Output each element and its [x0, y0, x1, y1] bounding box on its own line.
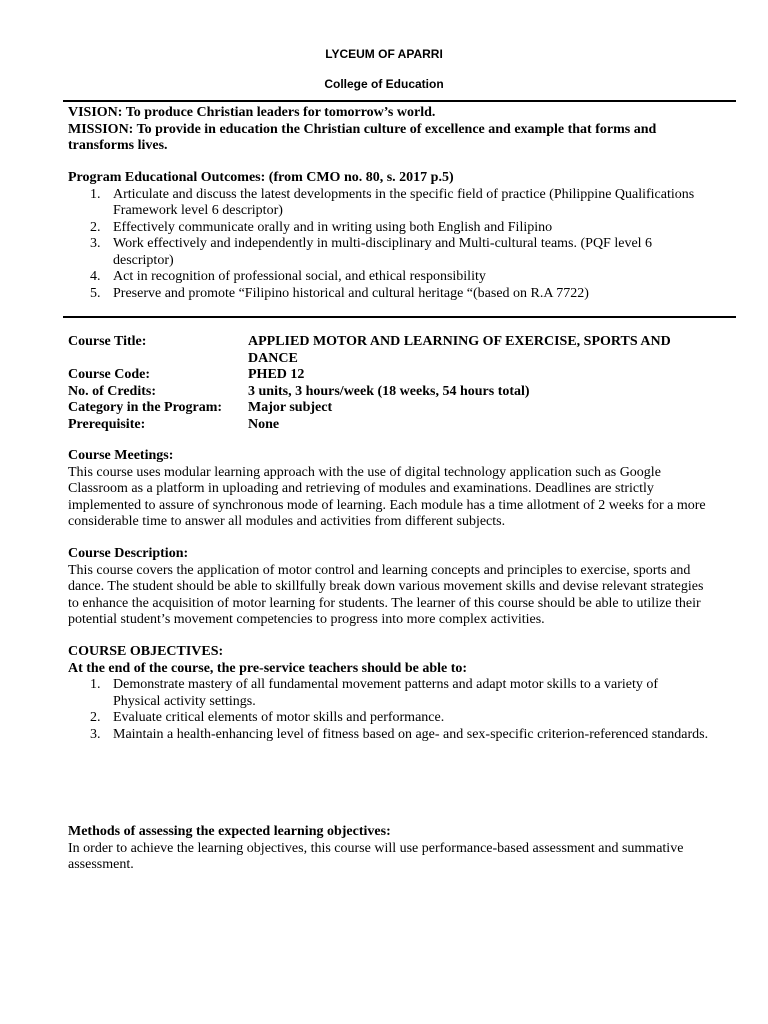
category-row: Category in the Program: Major subject	[68, 400, 333, 415]
meetings-text: This course uses modular learning approach with the use of digital technology application such as Google Classroom as a platform in uploading and retrieving of modules and examinations. Deadlines are strictly implemented to assure of synchronous mode of learning. Each module has a time allotment of 2 weeks for a more considerable time to answer all modules and activities from different subjects.	[68, 464, 706, 529]
description-section	[68, 546, 708, 629]
list-item: 2. Effectively communicate orally and in writing using both English and Filipino	[90, 219, 553, 235]
outcomes-list	[68, 187, 708, 303]
objectives-intro: At the end of the course, the pre-service teachers should be able to:	[68, 660, 468, 676]
meetings-heading: Course Meetings:	[68, 448, 174, 463]
objectives-heading: COURSE OBJECTIVES:	[68, 644, 224, 659]
credits-row: No. of Credits: 3 units, 3 hours/week (18 weeks, 54 hours total)	[68, 383, 530, 399]
mission-statement: MISSION: To provide in education the Christian culture of excellence and example that forms and transforms lives.	[68, 121, 657, 153]
list-item: 1. Articulate and discuss the latest developments in the specific field of practice (Philippine Qualifications Framework level 6 descriptor)	[90, 186, 695, 218]
methods-section	[68, 824, 708, 874]
middle-divider	[63, 316, 736, 318]
list-item: 3. Work effectively and independently in multi-disciplinary and Multi-cultural teams. (PQF level 6 descriptor)	[90, 236, 653, 268]
objectives-section	[68, 644, 708, 743]
college-name: College of Education	[324, 77, 444, 91]
course-info	[68, 334, 708, 433]
course-title-row: Course Title: APPLIED MOTOR AND LEARNING OF EXERCISE, SPORTS AND DANCE	[68, 334, 671, 366]
methods-heading: Methods of assessing the expected learning objectives:	[68, 824, 391, 839]
course-code-row: Course Code: PHED 12	[68, 367, 305, 382]
objectives-list	[68, 677, 708, 743]
list-item: 1. Demonstrate mastery of all fundamental movement patterns and adapt motor skills to a variety of Physical activity settings.	[90, 677, 659, 709]
list-item: 2. Evaluate critical elements of motor skills and performance.	[90, 710, 445, 725]
description-heading: Course Description:	[68, 546, 189, 561]
list-item: 5. Preserve and promote “Filipino historical and cultural heritage “(based on R.A 7722)	[90, 285, 589, 301]
school-name: LYCEUM OF APARRI	[325, 47, 443, 61]
description-text: This course covers the application of motor control and learning concepts and principles to exercise, sports and dance. The student should be able to skillfully break down various movement skills and devise relevant strategies to enhance the acquisition of motor learning for students. The learner of this course should be able to utilize their potential student’s movement competencies to progress into more complex activities.	[68, 562, 704, 627]
meetings-section	[68, 448, 708, 531]
top-divider	[63, 100, 736, 102]
list-item: 3. Maintain a health-enhancing level of fitness based on age- and sex-specific criterion-referenced standards.	[90, 726, 709, 742]
outcomes-section	[68, 170, 708, 302]
vision-mission	[68, 105, 708, 155]
vision-statement: VISION: To produce Christian leaders for tomorrow’s world.	[68, 105, 436, 120]
list-item: 4. Act in recognition of professional social, and ethical responsibility	[90, 269, 486, 284]
methods-text: In order to achieve the learning objectives, this course will use performance-based assessment and summative assessment.	[68, 840, 684, 872]
outcomes-heading: Program Educational Outcomes: (from CMO no. 80, s. 2017 p.5)	[68, 170, 454, 185]
prerequisite-row: Prerequisite: None	[68, 416, 280, 432]
